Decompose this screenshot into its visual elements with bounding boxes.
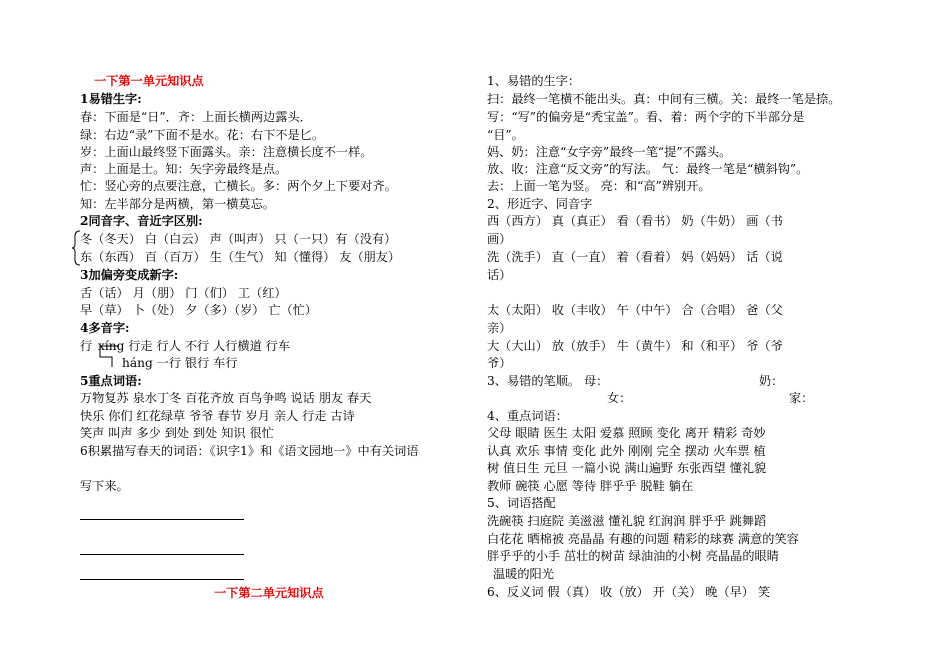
text-line: 教师 碗筷 心愿 等待 胖乎乎 脱鞋 躺在 — [487, 479, 694, 493]
text-line: 爷） — [487, 356, 512, 370]
section-3-heading: 3加偏旁变成新字: — [80, 268, 179, 282]
text-line: “目”。 — [487, 128, 524, 142]
text-line: 画） — [487, 232, 512, 246]
text-line: 声：上面是士。知：矢字旁最终是点。 — [80, 162, 288, 176]
text-line: 放、收：注意“反文旁”的写法。 气：最终一笔是“横斜钩”。 — [487, 162, 809, 176]
text-line: háng 一行 银行 车行 — [122, 356, 238, 370]
text-line: 知：左半部分是两横，第一横莫忘。 — [80, 197, 275, 211]
heading-typo-chars: 1、易错的生字： — [487, 74, 581, 88]
text-line: 扫：最终一笔横不能出头。真：中间有三横。关：最终一笔是捺。 — [487, 92, 841, 106]
unit-two-title: 一下第二单元知识点 — [214, 586, 324, 600]
polyphone-char: 行 — [80, 339, 93, 353]
text-line: 写：“写”的偏旁是“秃宝盖”。看、着：两个字的下半部分是 — [487, 110, 805, 124]
text-line: 亲） — [487, 321, 512, 335]
text-line: 笑声 叫声 多少 到处 到处 知识 很忙 — [80, 426, 274, 440]
text-line: 忙：竖心旁的点要注意，亡横长。多：两个夕上下要对齐。 — [80, 179, 397, 193]
text-line: 东（东西） 百（百万） 生（生气） 知（懂得） 友（朋友） — [80, 250, 401, 264]
section-5-heading: 5重点词语: — [80, 374, 142, 388]
section-6-text: 6积累描写春天的词语：《识字1》和《语文园地一》中有关词语 — [80, 444, 419, 458]
text-line: 太（太阳） 收（丰收） 午（中午） 合（合唱） 爸（父 — [487, 303, 783, 317]
brace-icon — [71, 230, 81, 266]
text-line: 妈、奶：注意“女字旁”最终一笔“提”不露头。 — [487, 145, 732, 159]
heading-similar-chars: 2、形近字、同音字 — [487, 197, 593, 211]
text-line: 西（西方） 真（真正） 看（看书） 奶（牛奶） 画（书 — [487, 214, 783, 228]
text-line: 快乐 你们 红花绿草 爷爷 春节 岁月 亲人 行走 古诗 — [80, 409, 355, 423]
text-line: 白花花 晒棉被 亮晶晶 有趣的问题 精彩的球赛 满意的笑容 — [487, 532, 799, 546]
text-line: 春：下面是“日”．齐：上面长横两边露头． — [80, 110, 312, 124]
text-line: 绿：右边“录”下面不是水。花：右下不是匕。 — [80, 128, 325, 142]
heading-antonyms: 6、反义词 假（真） 收（放） 开（关） 晚（早） 笑 — [487, 585, 771, 599]
section-2-heading: 2同音字、音近字区别: — [80, 214, 203, 228]
answer-line — [80, 579, 244, 580]
text-line: 万物复苏 泉水丁冬 百花齐放 百鸟争鸣 说话 朋友 春天 — [80, 391, 372, 405]
text-line: 家： — [789, 391, 814, 405]
section-1-heading: 1易错生字: — [80, 92, 142, 106]
heading-stroke-order: 3、易错的笔顺。 母： — [487, 374, 609, 388]
text-line: 洗碗筷 扫庭院 美滋滋 懂礼貌 红润润 胖乎乎 跳舞蹈 — [487, 514, 767, 528]
text-line: 舌（话） 月（朋） 门（们） 工（红） — [80, 286, 287, 300]
answer-line — [80, 554, 244, 555]
heading-word-pairing: 5、词语搭配 — [487, 496, 556, 510]
text-line: 父母 眼睛 医生 太阳 爱慕 照顾 变化 离开 精彩 奇妙 — [487, 426, 766, 440]
text-line: 写下来。 — [80, 479, 129, 493]
text-line: 洗（洗手） 直（一直） 着（看着） 妈（妈妈） 话（说 — [487, 250, 783, 264]
text-line: 岁：上面山最终竖下面露头。亲：注意横长度不一样。 — [80, 145, 373, 159]
text-line: 树 值日生 元旦 一篇小说 满山遍野 东张西望 懂礼貌 — [487, 461, 767, 475]
text-line: 奶： — [759, 374, 784, 388]
bracket-connector-icon — [98, 345, 120, 369]
unit-one-title: 一下第一单元知识点 — [94, 74, 204, 88]
text-line: 话） — [487, 268, 512, 282]
section-4-heading: 4多音字: — [80, 321, 130, 335]
text-line: 认真 欢乐 事情 变化 此外 刚刚 完全 摆动 火车票 植 — [487, 444, 766, 458]
text-line: 去：上面一笔为竖。 亮：和“高”辨别开。 — [487, 179, 711, 193]
heading-key-words: 4、重点词语： — [487, 409, 568, 423]
text-line: 冬（冬天） 白（白云） 声（叫声） 只（一只）有（没有） — [80, 232, 397, 246]
text-line: xíng 行走 行人 不行 人行横道 行车 — [98, 339, 291, 353]
text-line: 胖乎乎的小手 茁壮的树苗 绿油油的小树 亮晶晶的眼睛 — [487, 549, 779, 563]
text-line: 早（草） 卜（处） 夕（多）（岁） 亡（忙） — [80, 303, 318, 317]
answer-line — [80, 519, 244, 520]
text-line: 女： — [607, 391, 632, 405]
text-line: 大（大山） 放（放手） 牛（黄牛） 和（和平） 爷（爷 — [487, 339, 783, 353]
text-line: 温暖的阳光 — [493, 567, 554, 581]
